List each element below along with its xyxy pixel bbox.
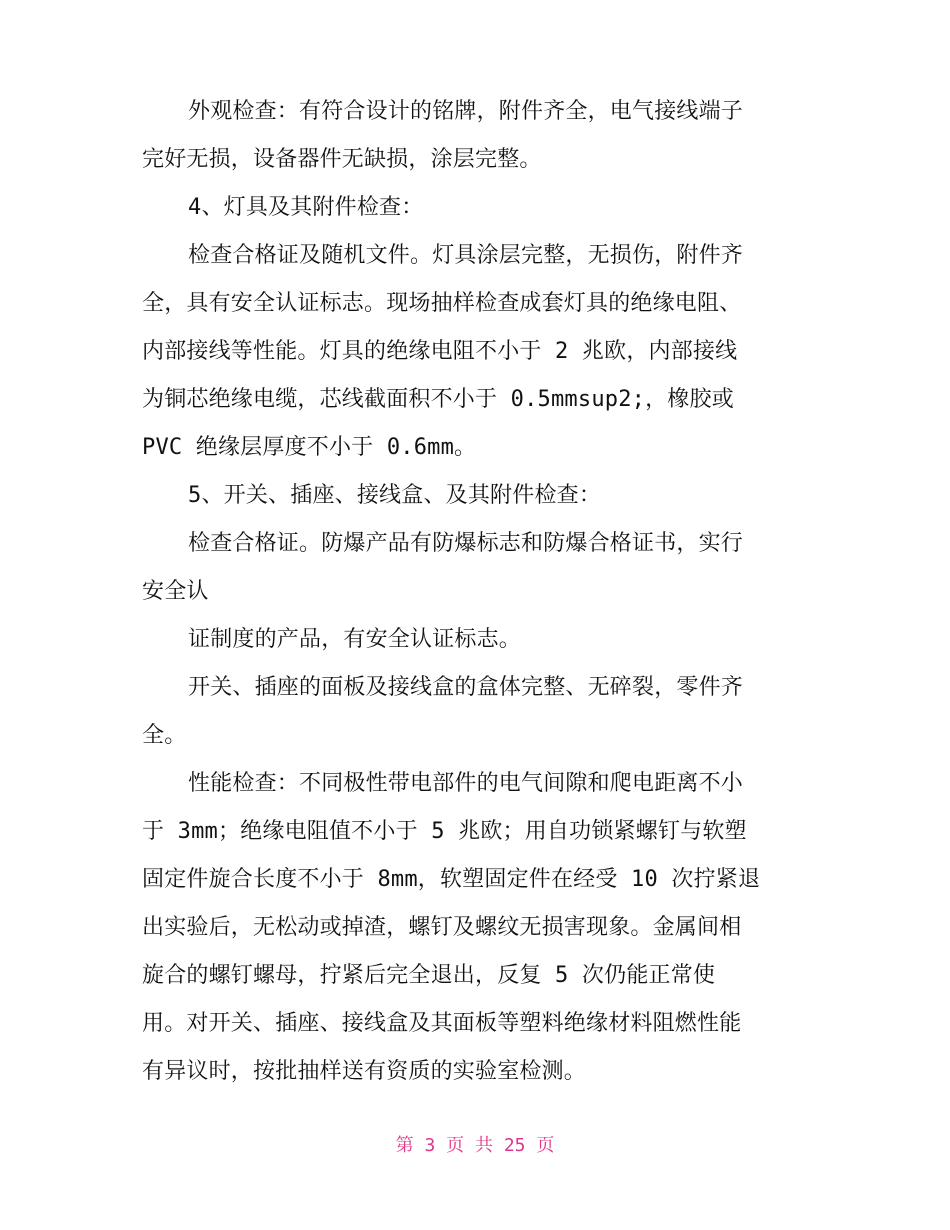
paragraph-line: 开关、插座的面板及接线盒的盒体完整、无碎裂，零件齐 <box>188 675 744 700</box>
paragraph-line: 有异议时，按批抽样送有资质的实验室检测。 <box>142 1059 587 1084</box>
paragraph-line: 外观检查：有符合设计的铭牌，附件齐全，电气接线端子 <box>188 99 744 124</box>
paragraph-line: 为铜芯绝缘电缆，芯线截面积不小于 0.5mmsup2;，橡胶或 <box>142 387 734 412</box>
document-body <box>142 88 812 1096</box>
paragraph-line: 安全认 <box>142 579 209 604</box>
section-heading: 4、灯具及其附件检查： <box>188 195 424 220</box>
paragraph-line: 内部接线等性能。灯具的绝缘电阻不小于 2 兆欧，内部接线 <box>142 339 738 364</box>
paragraph-line: 全，具有安全认证标志。现场抽样检查成套灯具的绝缘电阻、 <box>142 291 742 316</box>
paragraph-line: PVC 绝缘层厚度不小于 0.6mm。 <box>142 435 477 460</box>
page-number-footer: 第 3 页 共 25 页 <box>395 1135 555 1156</box>
paragraph-line: 性能检查：不同极性带电部件的电气间隙和爬电距离不小 <box>188 771 744 796</box>
paragraph-line: 证制度的产品，有安全认证标志。 <box>188 627 522 652</box>
paragraph-line: 出实验后，无松动或掉渣，螺钉及螺纹无损害现象。金属间相 <box>142 915 742 940</box>
paragraph-line: 检查合格证。防爆产品有防爆标志和防爆合格证书，实行 <box>188 531 744 556</box>
paragraph-line: 全。 <box>142 723 187 748</box>
paragraph-line: 完好无损，设备器件无缺损，涂层完整。 <box>142 147 542 172</box>
paragraph-line: 于 3mm；绝缘电阻值不小于 5 兆欧；用自功锁紧螺钉与软塑 <box>142 819 747 844</box>
section-heading: 5、开关、插座、接线盒、及其附件检查： <box>188 483 602 508</box>
paragraph-line: 固定件旋合长度不小于 8mm，软塑固定件在经受 10 次拧紧退 <box>142 867 761 892</box>
paragraph-line: 旋合的螺钉螺母，拧紧后完全退出，反复 5 次仍能正常使 <box>142 963 716 988</box>
paragraph-line: 用。对开关、插座、接线盒及其面板等塑料绝缘材料阻燃性能 <box>142 1011 742 1036</box>
paragraph-line: 检查合格证及随机文件。灯具涂层完整，无损伤，附件齐 <box>188 243 744 268</box>
